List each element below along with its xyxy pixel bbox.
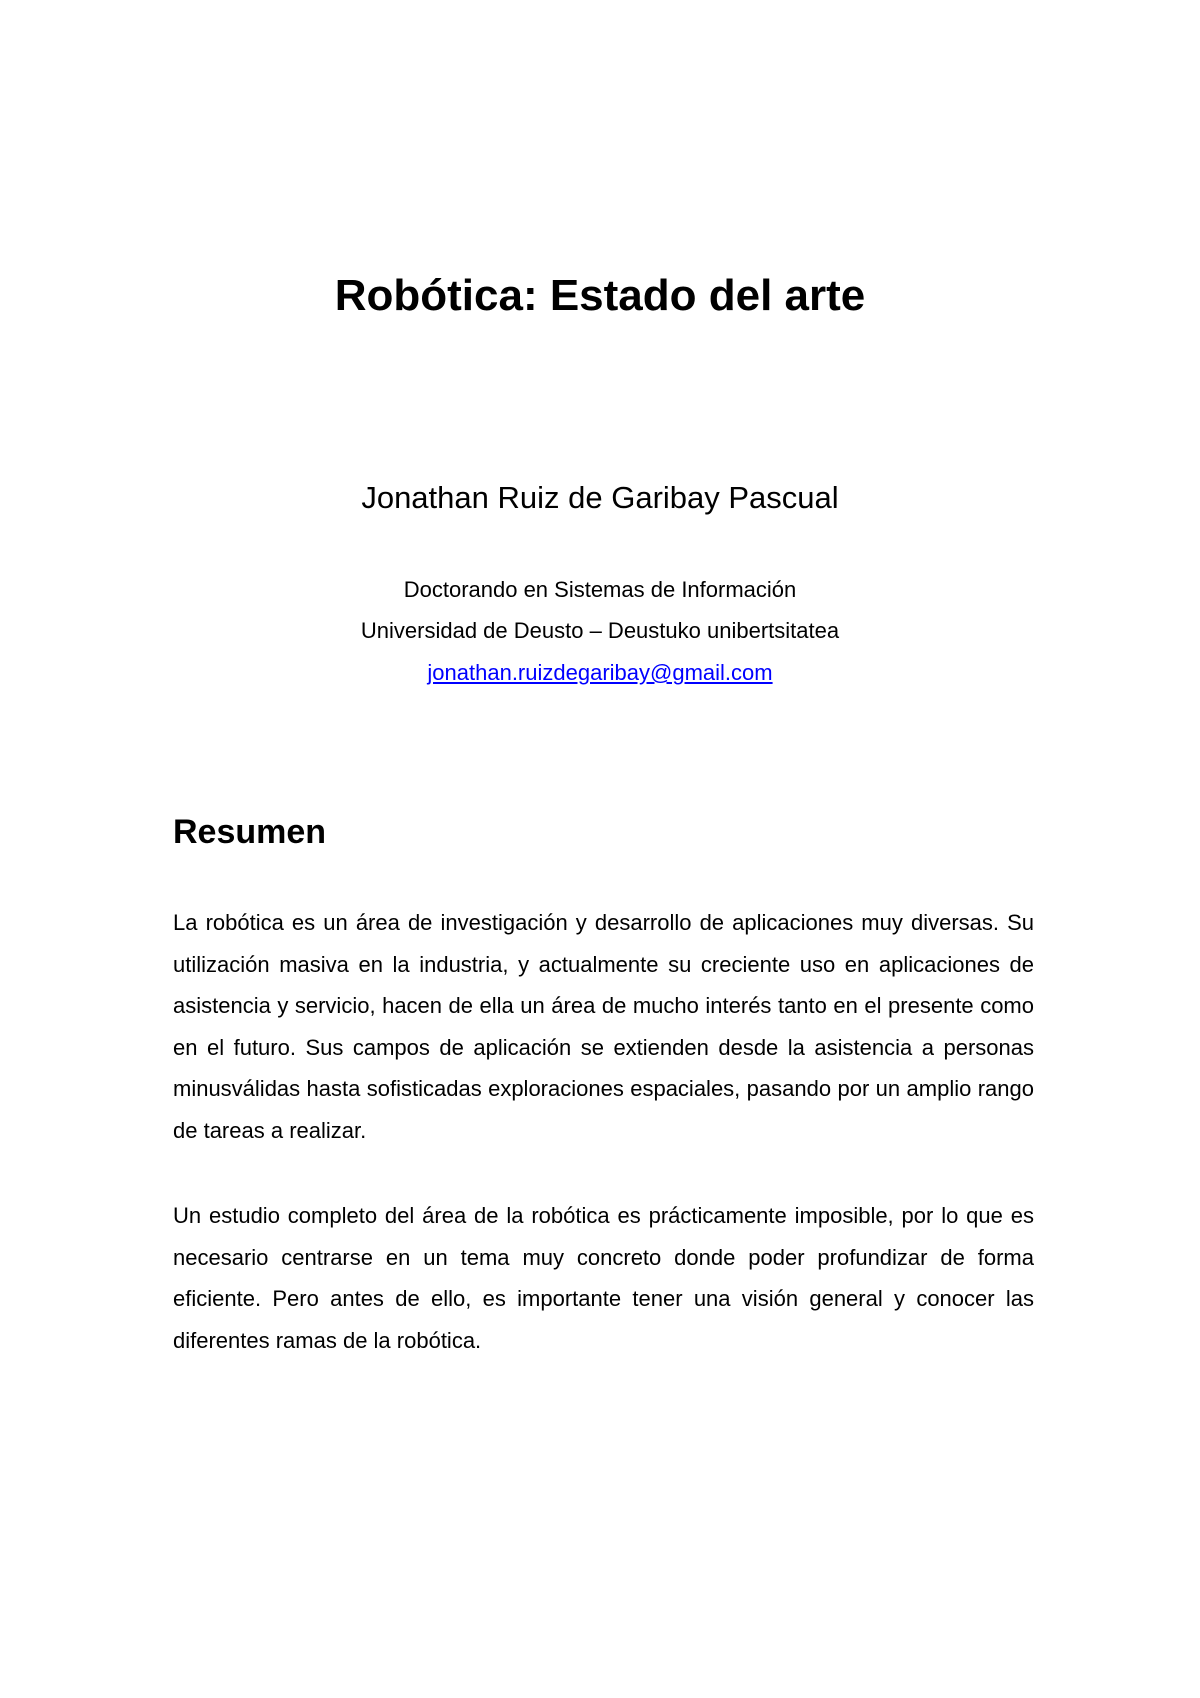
author-institution: Universidad de Deusto – Deustuko unibertsitatea <box>360 618 840 643</box>
abstract-paragraph: Un estudio completo del área de la robótica es prácticamente imposible, por lo que es necesario centrarse en un tema muy concreto donde poder profundizar de forma eficiente. Pero antes de ello, es importante tener una visión general y conocer las diferentes ramas de la robótica. <box>173 1203 1034 1353</box>
author-name: Jonathan Ruiz de Garibay Pascual <box>361 480 839 515</box>
abstract-heading: Resumen <box>173 813 327 851</box>
abstract-paragraph: La robótica es un área de investigación y desarrollo de aplicaciones muy diversas. Su utilización masiva en la industria, y actualmente su creciente uso en aplicaciones de asistencia y servicio, hacen de ella un área de mucho interés tanto en el presente como en el futuro. Sus campos de aplicación se extienden desde la asistencia a personas minusválidas hasta sofisticadas exploraciones espaciales, pasando por un amplio rango de tareas a realizar. <box>173 910 1034 1143</box>
author-position: Doctorando en Sistemas de Información <box>403 577 797 602</box>
author-email-link[interactable]: jonathan.ruizdegaribay@gmail.com <box>427 660 773 685</box>
document-title: Robótica: Estado del arte <box>334 271 866 320</box>
author-email-line <box>0 659 1200 687</box>
